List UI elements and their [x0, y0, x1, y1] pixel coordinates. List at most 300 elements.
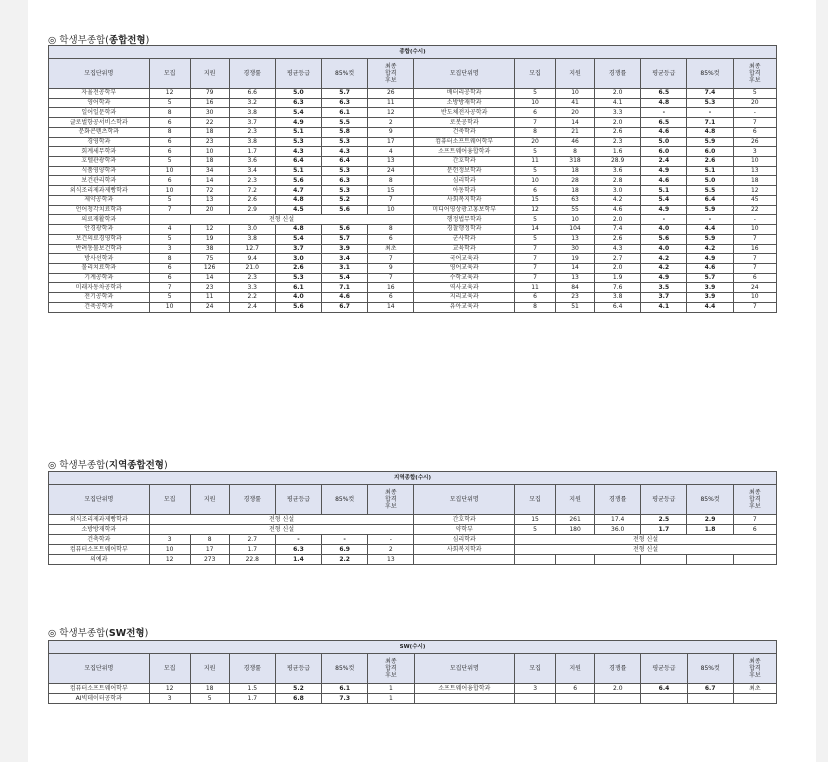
column-header-row	[49, 59, 777, 89]
competition-cell: 3.6	[595, 166, 641, 176]
quota-cell: 7	[514, 273, 555, 283]
unit-name-cell: 역사교육과	[414, 283, 515, 293]
unit-name-cell: 수학교육과	[414, 273, 515, 283]
unit-name-cell: 호텔관광학과	[49, 157, 150, 167]
quota-cell: 10	[149, 545, 190, 555]
table-row	[49, 225, 777, 235]
avg-grade-cell: 4.6	[641, 127, 687, 137]
quota-cell: 3	[515, 684, 556, 694]
final-candidate-cell: 12	[733, 186, 776, 196]
avg-grade-cell: 6.4	[275, 157, 321, 167]
applicants-cell: 20	[556, 108, 595, 118]
column-header: 경쟁률	[595, 485, 641, 515]
cut85-cell: 4.8	[687, 127, 733, 137]
avg-grade-cell: 3.5	[641, 283, 687, 293]
applicants-cell: 104	[556, 225, 595, 235]
column-header: 85%컷	[322, 485, 368, 515]
avg-grade-cell: 5.6	[275, 176, 321, 186]
column-header: 모집	[149, 654, 190, 684]
unit-name-cell: 방사선학과	[49, 254, 150, 264]
avg-grade-cell: 4.1	[641, 302, 687, 312]
table-row	[49, 684, 777, 694]
quota-cell: 12	[514, 205, 555, 215]
competition-cell: 1.7	[229, 147, 275, 157]
column-header: 경쟁률	[229, 59, 275, 89]
competition-cell: 2.0	[595, 684, 641, 694]
table-row	[49, 263, 777, 273]
quota-cell: 7	[149, 205, 190, 215]
cut85-cell: 5.7	[687, 273, 733, 283]
avg-grade-cell: -	[641, 108, 687, 118]
avg-grade-cell: -	[641, 215, 687, 225]
table-row	[49, 254, 777, 264]
competition-cell: 1.6	[595, 147, 641, 157]
avg-grade-cell	[641, 694, 687, 704]
final-candidate-cell: 11	[368, 98, 414, 108]
final-candidate-cell: 7	[368, 273, 414, 283]
table-row	[49, 147, 777, 157]
column-header: 평균등급	[275, 59, 321, 89]
quota-cell: 6	[514, 186, 555, 196]
unit-name-cell: 교육학과	[414, 244, 515, 254]
cut85-cell: 5.5	[322, 118, 368, 128]
competition-cell	[595, 555, 641, 565]
quota-cell: 7	[514, 254, 555, 264]
cut85-cell: 2.9	[687, 515, 733, 525]
cut85-cell	[687, 694, 733, 704]
final-candidate-cell: 10	[733, 293, 776, 303]
unit-name-cell: 언어청각치료학과	[49, 205, 150, 215]
cut85-cell: 3.4	[322, 254, 368, 264]
group-header: SW(수시)	[49, 641, 777, 654]
unit-name-cell: 미디어영상광고홍보학부	[414, 205, 515, 215]
table-row	[49, 694, 777, 704]
avg-grade-cell: -	[275, 535, 321, 545]
applicants-cell: 28	[556, 176, 595, 186]
quota-cell: 5	[515, 525, 556, 535]
quota-cell: 7	[514, 263, 555, 273]
applicants-cell: 14	[190, 273, 229, 283]
quota-cell: 5	[149, 195, 190, 205]
cut85-cell: 5.4	[322, 273, 368, 283]
final-candidate-cell: 7	[733, 254, 776, 264]
final-candidate-cell: 8	[368, 176, 414, 186]
table-row	[49, 302, 777, 312]
applicants-cell: 318	[556, 157, 595, 167]
column-header: 모집단위명	[49, 59, 150, 89]
final-candidate-cell: 6	[733, 127, 776, 137]
applicants-cell: 21	[556, 127, 595, 137]
unit-name-cell: 약학부	[414, 525, 515, 535]
unit-name-cell: 외식조리제과제빵학과	[49, 186, 150, 196]
applicants-cell: 8	[190, 535, 229, 545]
avg-grade-cell	[641, 555, 687, 565]
avg-grade-cell: 4.2	[641, 254, 687, 264]
table-row	[49, 195, 777, 205]
avg-grade-cell: 5.2	[275, 684, 321, 694]
cut85-cell: -	[687, 215, 733, 225]
applicants-cell: 19	[556, 254, 595, 264]
avg-grade-cell: 6.1	[275, 283, 321, 293]
column-header: 지원	[190, 654, 229, 684]
final-candidate-cell: 13	[733, 166, 776, 176]
competition-cell: 12.7	[229, 244, 275, 254]
avg-grade-cell: 6.3	[275, 98, 321, 108]
competition-cell: 2.9	[229, 205, 275, 215]
competition-cell: 1.7	[229, 694, 275, 704]
competition-cell: 36.0	[595, 525, 641, 535]
unit-name-cell: 국어교육과	[414, 254, 515, 264]
competition-cell: 2.7	[229, 535, 275, 545]
avg-grade-cell: 3.7	[641, 293, 687, 303]
unit-name-cell	[414, 555, 515, 565]
cut85-cell: 5.6	[322, 225, 368, 235]
cut85-cell: 2.6	[687, 157, 733, 167]
competition-cell: 3.0	[595, 186, 641, 196]
new-track-note: 전형 신설	[149, 215, 414, 225]
unit-name-cell: 경영학과	[49, 137, 150, 147]
unit-name-cell: 건축공학과	[49, 302, 150, 312]
cut85-cell: 5.9	[687, 234, 733, 244]
cut85-cell: 6.4	[687, 195, 733, 205]
unit-name-cell: 지리교육과	[414, 293, 515, 303]
final-candidate-cell: 최초	[733, 684, 776, 694]
final-candidate-cell: 8	[368, 225, 414, 235]
avg-grade-cell: 6.3	[275, 545, 321, 555]
final-candidate-cell: 6	[733, 525, 776, 535]
table-row	[49, 525, 777, 535]
competition-cell: 3.4	[229, 166, 275, 176]
competition-cell: 2.6	[229, 195, 275, 205]
group-header: 지역종합(수시)	[49, 472, 777, 485]
avg-grade-cell: 6.4	[641, 684, 687, 694]
applicants-cell: 16	[190, 98, 229, 108]
final-candidate-cell: 26	[733, 137, 776, 147]
quota-cell: 11	[514, 157, 555, 167]
avg-grade-cell: 4.9	[275, 118, 321, 128]
unit-name-cell: 간호학과	[414, 157, 515, 167]
competition-cell: 22.8	[229, 555, 275, 565]
applicants-cell: 14	[190, 176, 229, 186]
avg-grade-cell: 4.0	[641, 244, 687, 254]
applicants-cell: 23	[190, 137, 229, 147]
competition-cell: 3.7	[229, 118, 275, 128]
final-candidate-cell: 22	[733, 205, 776, 215]
cut85-cell: 5.9	[687, 137, 733, 147]
applicants-cell: 10	[556, 215, 595, 225]
unit-name-cell: 사회복지학과	[414, 195, 515, 205]
avg-grade-cell: 6.5	[641, 89, 687, 99]
column-header: 평균등급	[641, 59, 687, 89]
column-header: 모집	[515, 654, 556, 684]
table-row	[49, 157, 777, 167]
column-header: 지원	[190, 485, 229, 515]
avg-grade-cell: 1.4	[275, 555, 321, 565]
applicants-cell: 18	[556, 186, 595, 196]
applicants-cell: 75	[190, 254, 229, 264]
quota-cell: 5	[514, 166, 555, 176]
unit-name-cell: 미래자동차공학과	[49, 283, 150, 293]
quota-cell: 6	[149, 263, 190, 273]
competition-cell: 6.4	[595, 302, 641, 312]
quota-cell: 10	[149, 186, 190, 196]
avg-grade-cell: 2.6	[275, 263, 321, 273]
avg-grade-cell: 4.8	[275, 195, 321, 205]
final-candidate-cell: 1	[368, 684, 414, 694]
unit-name-cell: 안경광학과	[49, 225, 150, 235]
competition-cell: 2.2	[229, 293, 275, 303]
competition-cell: 2.0	[595, 263, 641, 273]
competition-cell: 2.8	[595, 176, 641, 186]
applicants-cell: 14	[556, 263, 595, 273]
cut85-cell: 5.8	[322, 127, 368, 137]
competition-cell: 2.3	[229, 127, 275, 137]
avg-grade-cell: 2.4	[641, 157, 687, 167]
quota-cell: 5	[514, 147, 555, 157]
avg-grade-cell: 4.0	[275, 293, 321, 303]
avg-grade-cell: 5.6	[641, 234, 687, 244]
competition-cell: 7.6	[595, 283, 641, 293]
table-row	[49, 127, 777, 137]
avg-grade-cell: 5.1	[641, 186, 687, 196]
cut85-cell: 4.6	[687, 263, 733, 273]
table-row	[49, 118, 777, 128]
column-header: 최종 합격 후보	[733, 485, 776, 515]
cut85-cell: 4.4	[687, 302, 733, 312]
quota-cell: 5	[514, 89, 555, 99]
unit-name-cell: 자율전공학부	[49, 89, 150, 99]
competition-cell: 2.6	[595, 234, 641, 244]
avg-grade-cell: 4.6	[641, 176, 687, 186]
competition-cell: 3.8	[229, 108, 275, 118]
cut85-cell: 6.1	[322, 684, 368, 694]
applicants-cell: 11	[190, 293, 229, 303]
final-candidate-cell: 17	[368, 137, 414, 147]
avg-grade-cell: 5.3	[275, 137, 321, 147]
unit-name-cell: 아동학과	[414, 186, 515, 196]
cut85-cell: 5.6	[322, 205, 368, 215]
cut85-cell: 6.4	[322, 157, 368, 167]
avg-grade-cell: 4.5	[275, 205, 321, 215]
quota-cell: 15	[514, 195, 555, 205]
column-header: 모집단위명	[414, 485, 515, 515]
table-row	[49, 166, 777, 176]
unit-name-cell: 소프트웨어융합학과	[414, 147, 515, 157]
quota-cell: 6	[149, 137, 190, 147]
column-header: 최종 합격 후보	[368, 485, 414, 515]
applicants-cell: 8	[556, 147, 595, 157]
final-candidate-cell: 12	[368, 108, 414, 118]
column-header-row	[49, 485, 777, 515]
final-candidate-cell: 4	[368, 147, 414, 157]
final-candidate-cell: 14	[368, 302, 414, 312]
column-header: 지원	[556, 59, 595, 89]
final-candidate-cell: 18	[733, 176, 776, 186]
cut85-cell: 6.0	[687, 147, 733, 157]
cut85-cell: 5.1	[687, 166, 733, 176]
column-header: 경쟁률	[595, 59, 641, 89]
cut85-cell: 4.4	[687, 225, 733, 235]
final-candidate-cell: 6	[733, 273, 776, 283]
quota-cell: 4	[149, 225, 190, 235]
competition-cell: 3.8	[229, 137, 275, 147]
quota-cell: 12	[149, 555, 190, 565]
competition-cell: 4.2	[595, 195, 641, 205]
cut85-cell: 7.1	[322, 283, 368, 293]
column-header: 모집	[514, 59, 555, 89]
quota-cell: 12	[149, 89, 190, 99]
unit-name-cell: 소프트웨어융합학과	[414, 684, 515, 694]
competition-cell: 2.0	[595, 215, 641, 225]
final-candidate-cell: 16	[733, 244, 776, 254]
final-candidate-cell: 2	[368, 118, 414, 128]
unit-name-cell: 건축학과	[49, 535, 150, 545]
quota-cell: 6	[149, 118, 190, 128]
quota-cell	[515, 694, 556, 704]
cut85-cell: 6.7	[687, 684, 733, 694]
competition-cell: 1.9	[595, 273, 641, 283]
table-row	[49, 293, 777, 303]
table-row	[49, 234, 777, 244]
avg-grade-cell: 4.8	[641, 98, 687, 108]
cut85-cell: 5.5	[687, 186, 733, 196]
avg-grade-cell: 6.0	[641, 147, 687, 157]
applicants-cell: 273	[190, 555, 229, 565]
avg-grade-cell: 5.6	[275, 302, 321, 312]
group-header-row	[49, 46, 777, 59]
avg-grade-cell: 5.4	[641, 195, 687, 205]
applicants-cell: 261	[556, 515, 595, 525]
applicants-cell: 10	[556, 89, 595, 99]
competition-cell: 9.4	[229, 254, 275, 264]
competition-cell: 2.0	[595, 118, 641, 128]
unit-name-cell: 군사학과	[414, 234, 515, 244]
unit-name-cell: 로봇공학과	[414, 118, 515, 128]
cut85-cell: -	[687, 108, 733, 118]
avg-grade-cell: 3.0	[275, 254, 321, 264]
final-candidate-cell: 7	[733, 234, 776, 244]
unit-name-cell: AI빅데이터공학과	[49, 694, 150, 704]
competition-cell: 2.4	[229, 302, 275, 312]
column-header: 경쟁률	[595, 654, 641, 684]
unit-name-cell: 영어교육과	[414, 263, 515, 273]
table-row	[49, 108, 777, 118]
applicants-cell: 23	[190, 283, 229, 293]
final-candidate-cell: 9	[368, 263, 414, 273]
applicants-cell: 84	[556, 283, 595, 293]
column-header: 평균등급	[275, 654, 321, 684]
cut85-cell: 2.2	[322, 555, 368, 565]
competition-cell: 2.0	[595, 89, 641, 99]
final-candidate-cell: 6	[368, 293, 414, 303]
competition-cell: 3.8	[229, 234, 275, 244]
applicants-cell: 72	[190, 186, 229, 196]
avg-grade-cell: 4.9	[641, 166, 687, 176]
applicants-cell: 5	[190, 694, 229, 704]
quota-cell: 3	[149, 535, 190, 545]
quota-cell: 8	[149, 254, 190, 264]
final-candidate-cell: 16	[368, 283, 414, 293]
applicants-cell: 46	[556, 137, 595, 147]
document-page	[28, 0, 816, 762]
competition-cell: 7.2	[229, 186, 275, 196]
final-candidate-cell: -	[368, 535, 414, 545]
final-candidate-cell: 13	[368, 555, 414, 565]
unit-name-cell: 보건의료경영학과	[49, 234, 150, 244]
final-candidate-cell: 15	[368, 186, 414, 196]
quota-cell: 10	[514, 176, 555, 186]
quota-cell: 5	[149, 293, 190, 303]
cut85-cell: 5.2	[322, 195, 368, 205]
quota-cell: 12	[149, 684, 190, 694]
column-header: 지원	[556, 654, 595, 684]
unit-name-cell: 건축학과	[414, 127, 515, 137]
competition-cell: 2.3	[595, 137, 641, 147]
applicants-cell: 13	[190, 195, 229, 205]
table-row	[49, 89, 777, 99]
column-header: 85%컷	[687, 654, 733, 684]
unit-name-cell: 문헌정보학과	[414, 166, 515, 176]
final-candidate-cell: 24	[368, 166, 414, 176]
table-row	[49, 555, 777, 565]
final-candidate-cell: 최초	[368, 244, 414, 254]
unit-name-cell: 컴퓨터소프트웨어학부	[49, 684, 150, 694]
table-row	[49, 205, 777, 215]
final-candidate-cell: 9	[368, 127, 414, 137]
column-header: 85%컷	[322, 654, 368, 684]
cut85-cell: 3.1	[322, 263, 368, 273]
unit-name-cell: 회계세무학과	[49, 147, 150, 157]
column-header: 모집단위명	[49, 485, 150, 515]
competition-cell: 4.3	[595, 244, 641, 254]
avg-grade-cell: 4.9	[641, 205, 687, 215]
table-row	[49, 176, 777, 186]
cut85-cell: 5.7	[322, 89, 368, 99]
table-sw	[48, 640, 777, 704]
competition-cell: 3.8	[595, 293, 641, 303]
group-header-row	[49, 641, 777, 654]
unit-name-cell: 소방방재학과	[414, 98, 515, 108]
unit-name-cell: 반도체전자공학과	[414, 108, 515, 118]
cut85-cell: 4.6	[322, 293, 368, 303]
competition-cell: 4.1	[595, 98, 641, 108]
unit-name-cell: 제약공학과	[49, 195, 150, 205]
cut85-cell: 5.3	[322, 186, 368, 196]
applicants-cell: 6	[556, 684, 595, 694]
new-track-note: 전형 신설	[515, 535, 777, 545]
table-row	[49, 186, 777, 196]
column-header: 경쟁률	[229, 654, 275, 684]
quota-cell: 11	[514, 283, 555, 293]
avg-grade-cell: 3.7	[275, 244, 321, 254]
quota-cell	[515, 555, 556, 565]
column-header: 85%컷	[687, 485, 733, 515]
applicants-cell: 180	[556, 525, 595, 535]
cut85-cell: 5.7	[322, 234, 368, 244]
column-header: 경쟁률	[229, 485, 275, 515]
unit-name-cell: 의료재활학과	[49, 215, 150, 225]
quota-cell: 6	[514, 108, 555, 118]
final-candidate-cell: 7	[368, 195, 414, 205]
column-header: 최종 합격 후보	[733, 59, 776, 89]
unit-name-cell	[414, 694, 515, 704]
competition-cell: 3.6	[229, 157, 275, 167]
quota-cell: 10	[514, 98, 555, 108]
competition-cell: 17.4	[595, 515, 641, 525]
final-candidate-cell: 10	[733, 157, 776, 167]
applicants-cell: 13	[556, 273, 595, 283]
final-candidate-cell: 24	[733, 283, 776, 293]
